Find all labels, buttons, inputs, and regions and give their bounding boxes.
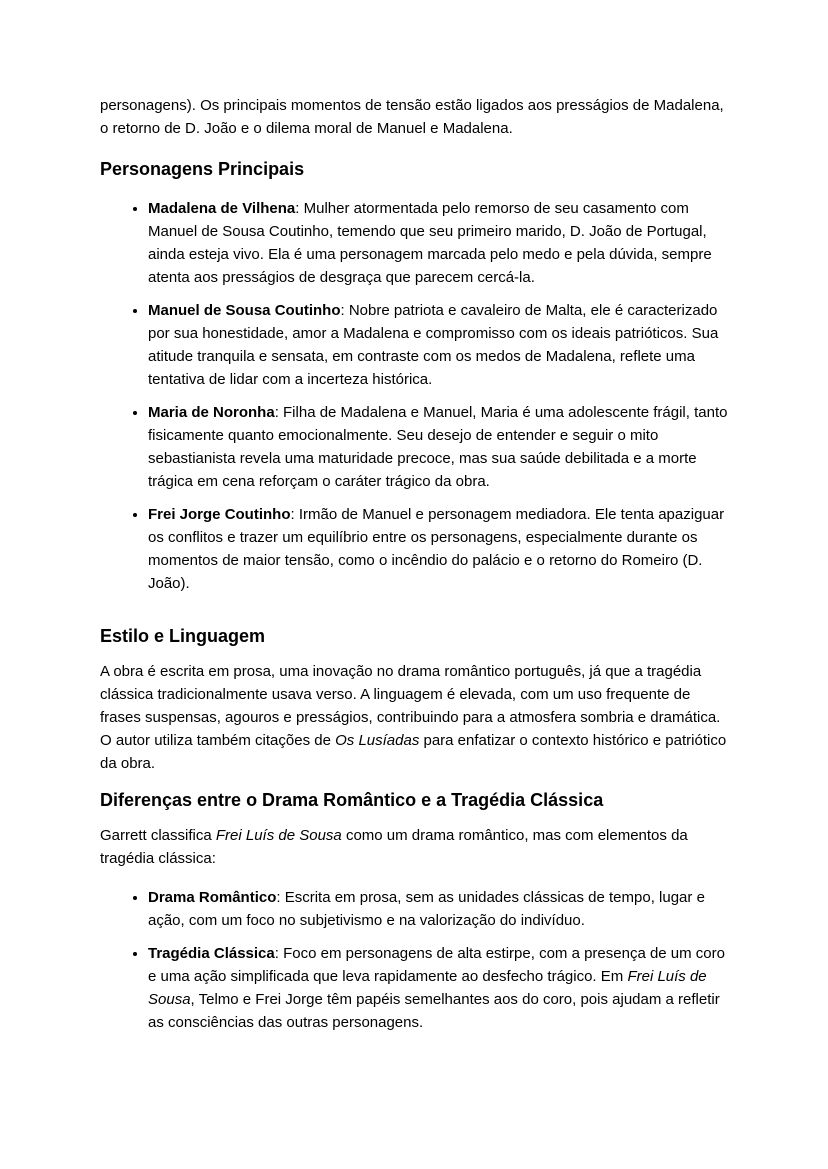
list-item-manuel bbox=[148, 299, 728, 391]
list-item-drama-romantico bbox=[148, 886, 728, 932]
diferencas-list bbox=[100, 886, 728, 1034]
character-description: : Filha de Madalena e Manuel, Maria é uma adolescente frágil, tanto fisicamente quanto emocionalmente. Seu desejo de entender e seguir o mito sebastianista revela uma maturidade precoce, mas sua saúde debilitada e a morte trágica em cena reforçam o caráter trágico da obra. bbox=[148, 404, 728, 490]
term-description: : Escrita em prosa, sem as unidades clássicas de tempo, lugar e ação, com um foco no subjetivismo e na valorização do indivíduo. bbox=[148, 889, 705, 929]
paragraph-text: Garrett classifica bbox=[100, 827, 216, 844]
term-description: : Foco em personagens de alta estirpe, com a presença de um coro e uma ação simplificada que leva rapidamente ao desfecho trágico. Em bbox=[148, 945, 725, 985]
intro-paragraph: personagens). Os principais momentos de tensão estão ligados aos presságios de Madalena, o retorno de D. João e o dilema moral de Manuel e Madalena. bbox=[100, 97, 724, 137]
character-description: : Irmão de Manuel e personagem mediadora. Ele tenta apaziguar os conflitos e trazer um equilíbrio entre os personagens, especialmente durante os momentos de maior tensão, como o incêndio do palácio e o retorno do Romeiro (D. João). bbox=[148, 506, 725, 592]
term-description: , Telmo e Frei Jorge têm papéis semelhantes aos do coro, pois ajudam a refletir as consciências das outras personagens. bbox=[148, 991, 720, 1031]
list-item-madalena bbox=[148, 197, 728, 289]
personagens-list bbox=[100, 197, 728, 595]
character-description: : Nobre patriota e cavaleiro de Malta, ele é caracterizado por sua honestidade, amor a Madalena e compromisso com os ideais patrióticos. Sua atitude tranquila e sensata, em contraste com os medos de Madalena, reflete uma tentativa de lidar com a incerteza histórica. bbox=[148, 302, 719, 388]
estilo-paragraph bbox=[100, 660, 728, 775]
term-label: Drama Romântico bbox=[148, 889, 277, 906]
paragraph-text: para enfatizar o contexto histórico e patriótico da obra. bbox=[100, 732, 727, 772]
paragraph-text: como um drama romântico, mas com elementos da tragédia clássica: bbox=[100, 827, 688, 867]
book-title-frei-luis-de-sousa: Frei Luís de Sousa bbox=[148, 968, 707, 1008]
character-name: Frei Jorge Coutinho bbox=[148, 506, 291, 523]
section-heading-personagens-principais: Personagens Principais bbox=[100, 159, 305, 179]
paragraph-text: A obra é escrita em prosa, uma inovação no drama romântico português, já que a tragédia clássica tradicionalmente usava verso. A linguagem é elevada, com um uso frequente de frases suspensas, agouros e presságios, contribuindo para a atmosfera sombria e dramática. O autor utiliza também citações de bbox=[100, 663, 721, 749]
term-label: Tragédia Clássica bbox=[148, 945, 275, 962]
list-item-frei-jorge bbox=[148, 503, 728, 595]
book-title-os-lusiadas: Os Lusíadas bbox=[335, 732, 420, 749]
character-name: Madalena de Vilhena bbox=[148, 200, 296, 217]
character-name: Manuel de Sousa Coutinho bbox=[148, 302, 341, 319]
list-item-tragedia-classica bbox=[148, 942, 728, 1034]
character-description: : Mulher atormentada pelo remorso de seu casamento com Manuel de Sousa Coutinho, temendo que seu primeiro marido, D. João de Portugal, ainda esteja vivo. Ela é uma personagem marcada pelo medo e pela dúvida, sempre atenta aos presságios de desgraça que parecem cercá-la. bbox=[148, 200, 712, 286]
diferencas-paragraph bbox=[100, 824, 728, 870]
character-name: Maria de Noronha bbox=[148, 404, 275, 421]
book-title-frei-luis-de-sousa: Frei Luís de Sousa bbox=[215, 827, 342, 844]
section-heading-estilo-e-linguagem: Estilo e Linguagem bbox=[100, 626, 266, 646]
section-heading-diferencas: Diferenças entre o Drama Romântico e a Tragédia Clássica bbox=[100, 790, 604, 810]
list-item-maria bbox=[148, 401, 728, 493]
